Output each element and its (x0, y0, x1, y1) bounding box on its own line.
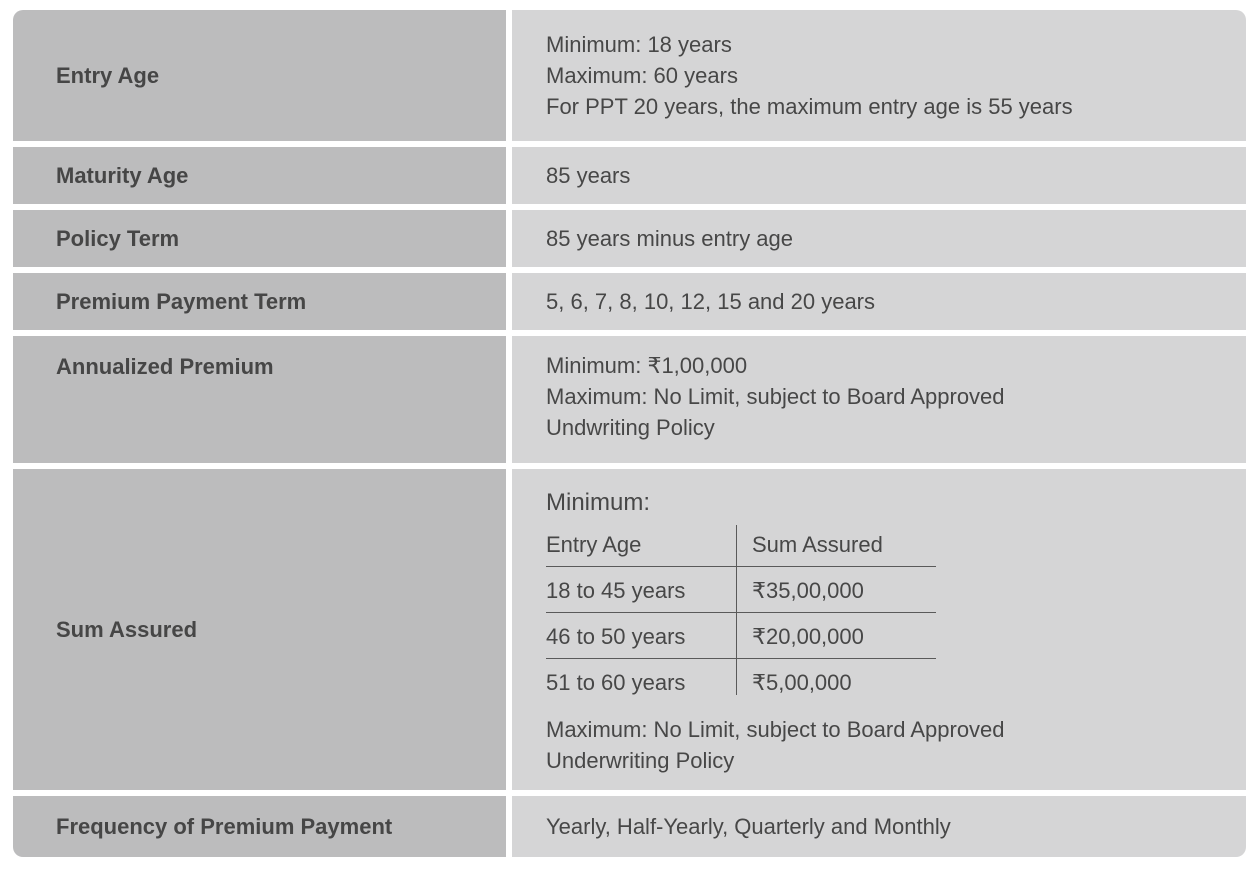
annualized-premium-max: Maximum: No Limit, subject to Board Approved (546, 384, 1005, 409)
row-annualized-premium (13, 336, 1246, 463)
premium-payment-term-label: Premium Payment Term (13, 273, 506, 330)
sum-assured-row-1-age: 18 to 45 years (546, 578, 686, 603)
row-maturity-age (13, 147, 1246, 204)
frequency-value: Yearly, Half-Yearly, Quarterly and Monthly (512, 796, 1246, 857)
sum-assured-table-line (546, 566, 936, 567)
annualized-premium-min: Minimum: ₹1,00,000 (546, 353, 748, 378)
sum-assured-row-3-amount: ₹5,00,000 (752, 670, 852, 695)
sum-assured-table-divider (736, 525, 737, 695)
sum-assured-max-line-2: Underwriting Policy (546, 748, 735, 773)
entry-age-value (512, 10, 1246, 141)
policy-details-table (13, 10, 1246, 857)
sum-assured-row-2-age: 46 to 50 years (546, 624, 686, 649)
policy-term-label: Policy Term (13, 210, 506, 267)
entry-age-label: Entry Age (13, 10, 506, 141)
entry-age-max: Maximum: 60 years (546, 63, 738, 88)
maturity-age-value: 85 years (512, 147, 1246, 204)
maturity-age-label: Maturity Age (13, 147, 506, 204)
sum-assured-row-2-amount: ₹20,00,000 (752, 624, 864, 649)
premium-payment-term-value: 5, 6, 7, 8, 10, 12, 15 and 20 years (512, 273, 1246, 330)
policy-term-value: 85 years minus entry age (512, 210, 1246, 267)
sum-assured-header-sum-assured: Sum Assured (752, 532, 883, 557)
sum-assured-row-3-age: 51 to 60 years (546, 670, 686, 695)
entry-age-note: For PPT 20 years, the maximum entry age is 55 years (546, 94, 1073, 119)
annualized-premium-label: Annualized Premium (13, 336, 506, 463)
row-sum-assured (13, 469, 1246, 790)
sum-assured-table-line (546, 658, 936, 659)
sum-assured-label: Sum Assured (13, 469, 506, 790)
sum-assured-minimum-heading: Minimum: (546, 489, 651, 516)
row-policy-term (13, 210, 1246, 267)
sum-assured-maximum (546, 714, 1005, 776)
sum-assured-header-entry-age: Entry Age (546, 532, 642, 557)
frequency-label: Frequency of Premium Payment (13, 796, 506, 857)
sum-assured-value (512, 469, 1246, 790)
annualized-premium-value (512, 336, 1246, 463)
entry-age-min: Minimum: 18 years (546, 32, 732, 57)
sum-assured-table (546, 525, 936, 699)
sum-assured-table-line (546, 612, 936, 613)
row-premium-payment-term (13, 273, 1246, 330)
sum-assured-max-line-1: Maximum: No Limit, subject to Board Approved (546, 717, 1005, 742)
sum-assured-row-1-amount: ₹35,00,000 (752, 578, 864, 603)
row-frequency (13, 796, 1246, 857)
annualized-premium-max-cont: Undwriting Policy (546, 415, 715, 440)
row-entry-age (13, 10, 1246, 141)
